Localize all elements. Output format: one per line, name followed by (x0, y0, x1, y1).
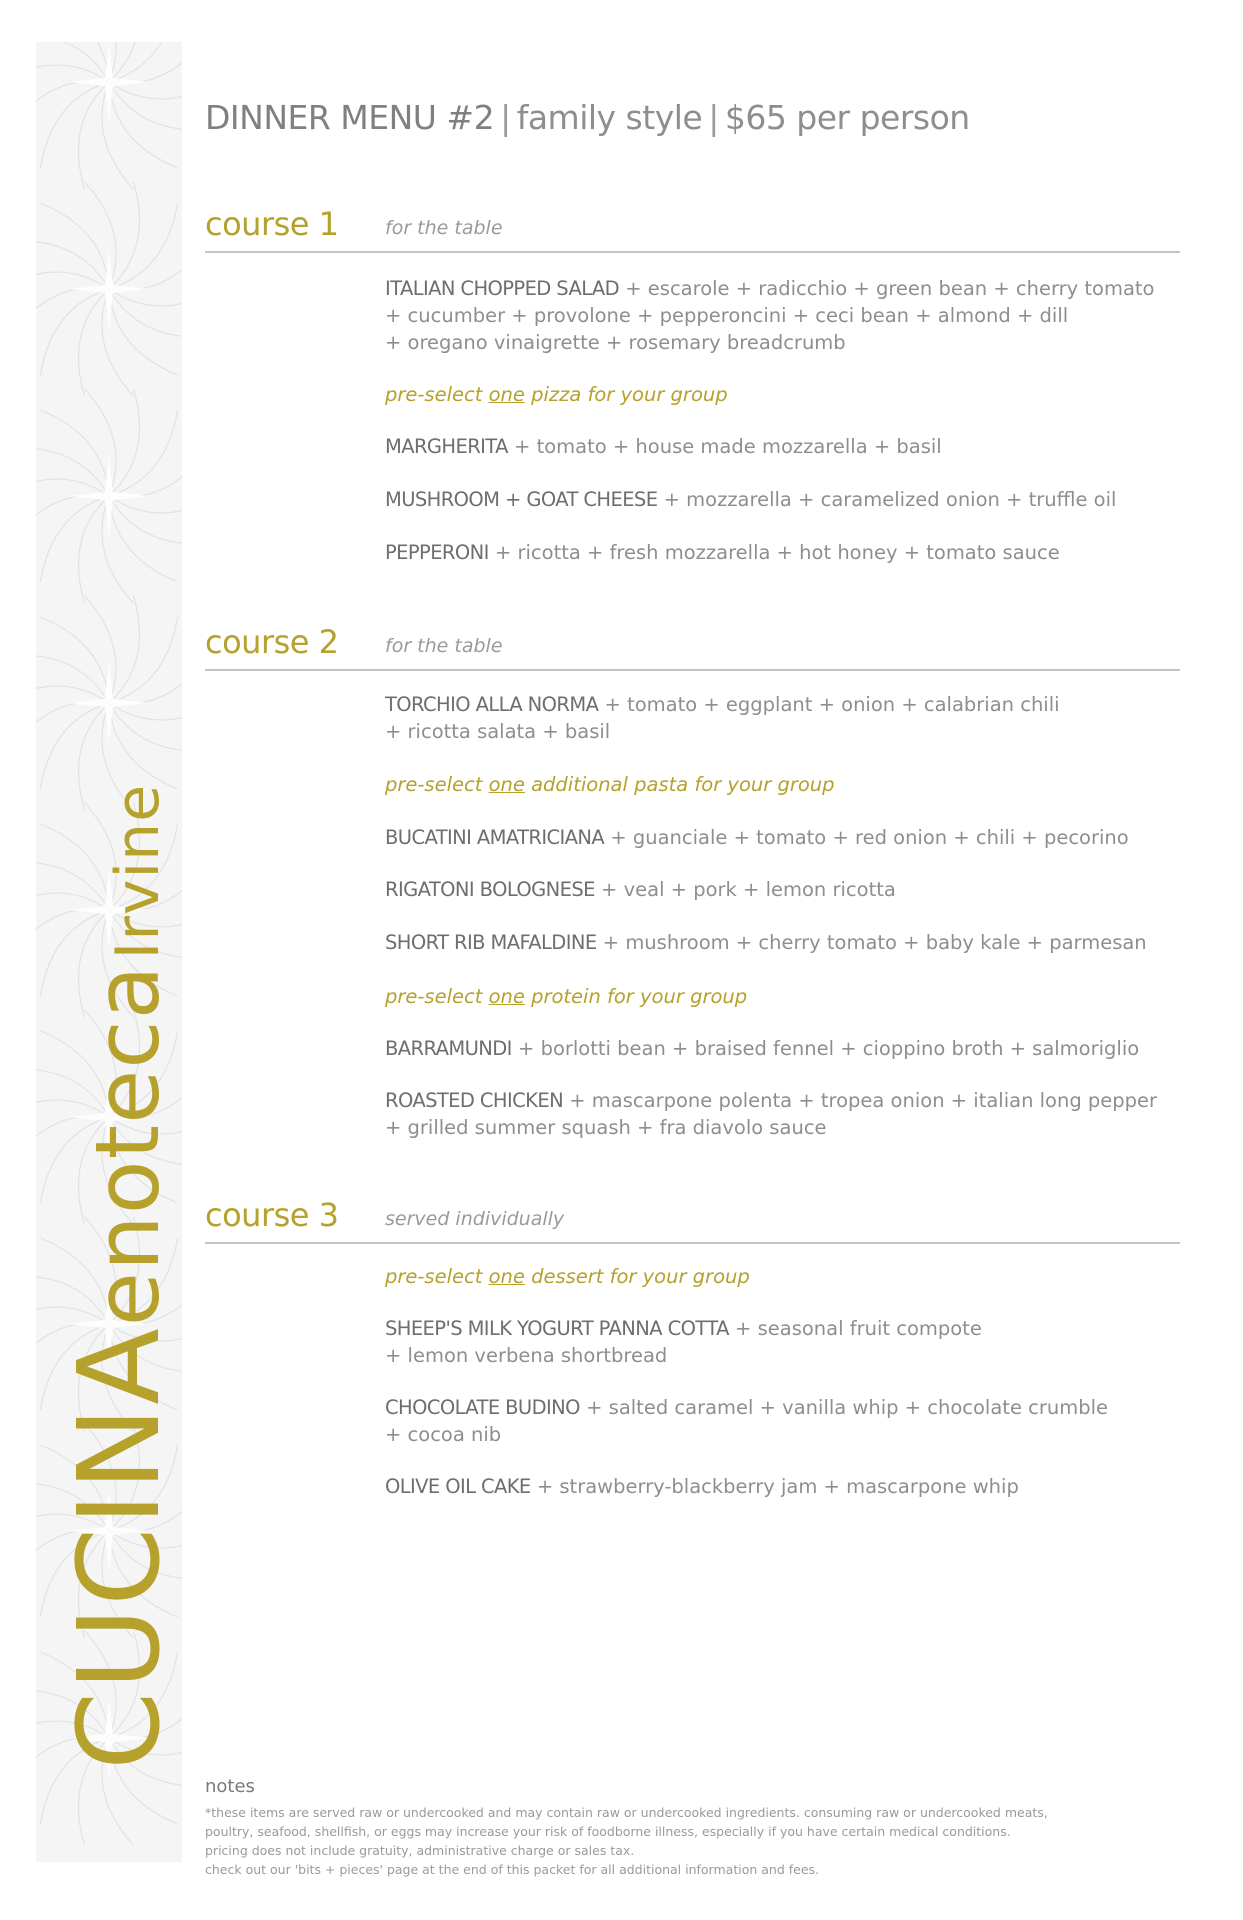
item-description: + tomato + house made mozzarella + basil (507, 435, 942, 458)
course-2-header (205, 623, 1180, 671)
item-description: + tomato + eggplant + onion + calabrian chili (598, 693, 1060, 716)
course-3-subtitle: served individually (385, 1208, 565, 1230)
pattern-curve (40, 703, 109, 789)
select-emphasis: one (488, 1265, 525, 1288)
notes-section (205, 1776, 1165, 1879)
item-name: MUSHROOM + GOAT CHEESE (385, 488, 658, 511)
menu-item-chocolate-budino (385, 1394, 1175, 1448)
menu-item-torchio (385, 691, 1175, 745)
menu-item-chopped-salad (385, 275, 1175, 356)
pattern-curve (40, 410, 109, 496)
item-description: + mushroom + cherry tomato + baby kale + parmesan (596, 931, 1147, 954)
pattern-star (69, 249, 149, 329)
pattern-curve (40, 82, 109, 168)
item-name: PEPPERONI (385, 541, 489, 564)
page-title (205, 98, 970, 137)
select-emphasis: one (488, 383, 525, 406)
item-description: + salted caramel + vanilla whip + chocolate crumble (579, 1396, 1109, 1419)
pattern-curve (36, 702, 109, 751)
pattern-curve (40, 203, 109, 289)
notes-line: check out our 'bits + pieces' page at the end of this packet for all additional information and fees. (205, 1862, 819, 1877)
item-description: + oregano vinaigrette + rosemary breadcrumb (385, 331, 846, 354)
pattern-curve (40, 617, 109, 703)
menu-item-pepperoni (385, 539, 1175, 566)
item-description: + mozzarella + caramelized onion + truffle oil (657, 488, 1117, 511)
notes-title: notes (205, 1776, 255, 1797)
menu-item-roasted-chicken (385, 1087, 1175, 1141)
item-description: + veal + pork + lemon ricotta (594, 878, 896, 901)
select-text: additional pasta for your group (524, 773, 835, 796)
pattern-curve (36, 495, 109, 544)
select-text: protein for your group (524, 985, 748, 1008)
menu-item-margherita (385, 433, 1175, 460)
item-description: + cocoa nib (385, 1423, 502, 1446)
pattern-curve (36, 81, 109, 130)
menu-item-barramundi (385, 1035, 1175, 1062)
item-description: + lemon verbena shortbread (385, 1344, 668, 1367)
course-3-title: course 3 (205, 1196, 339, 1234)
item-description: + cucumber + provolone + pepperoncini + ceci bean + almond + dill (385, 304, 1069, 327)
menu-item-bucatini (385, 824, 1175, 851)
brand-enoteca: enoteca (76, 964, 179, 1327)
protein-select-instruction (385, 985, 747, 1008)
pattern-curve (109, 703, 178, 789)
item-description: + mascarpone polenta + tropea onion + italian long pepper (563, 1089, 1158, 1112)
course-1-title: course 1 (205, 205, 339, 243)
select-text: dessert for your group (524, 1265, 750, 1288)
pattern-curve (109, 82, 178, 168)
select-text: pre-select (385, 985, 489, 1008)
item-name: TORCHIO ALLA NORMA (385, 693, 599, 716)
menu-name: DINNER MENU #2 (205, 98, 495, 137)
menu-item-rigatoni (385, 876, 1175, 903)
item-name: OLIVE OIL CAKE (385, 1475, 531, 1498)
title-separator: | (500, 98, 511, 137)
brand-irvine: Irvine (103, 783, 173, 960)
item-name: CHOCOLATE BUDINO (385, 1396, 580, 1419)
title-separator: | (708, 98, 719, 137)
menu-item-olive-oil-cake (385, 1473, 1175, 1500)
pattern-curve (109, 617, 178, 703)
pattern-curve (109, 42, 182, 83)
pasta-select-instruction (385, 773, 835, 796)
course-2-title: course 2 (205, 623, 339, 661)
pattern-curve (36, 288, 109, 337)
course-1-subtitle: for the table (385, 217, 503, 239)
menu-price: $65 per person (724, 98, 970, 137)
pizza-select-instruction (385, 383, 728, 406)
item-description: + grilled summer squash + fra diavolo sauce (385, 1116, 827, 1139)
item-description: + strawberry-blackberry jam + mascarpone whip (530, 1475, 1019, 1498)
pattern-curve (109, 42, 178, 82)
dessert-select-instruction (385, 1265, 750, 1288)
item-name: BARRAMUNDI (385, 1037, 512, 1060)
item-name: RIGATONI BOLOGNESE (385, 878, 595, 901)
select-emphasis: one (488, 985, 525, 1008)
notes-line: *these items are served raw or undercooked and may contain raw or undercooked ingredients. consuming raw or undercooked meats, (205, 1805, 1048, 1820)
course-1-header (205, 205, 1180, 253)
notes-line: pricing does not include gratuity, administrative charge or sales tax. (205, 1843, 635, 1858)
course-2-subtitle: for the table (385, 635, 503, 657)
item-description: + guanciale + tomato + red onion + chili + pecorino (604, 826, 1129, 849)
item-name: SHEEP'S MILK YOGURT PANNA COTTA (385, 1317, 729, 1340)
brand-logo (55, 783, 185, 1770)
select-text: pre-select (385, 1265, 489, 1288)
item-name: ROASTED CHICKEN (385, 1089, 564, 1112)
item-description: + borlotti bean + braised fennel + cioppino broth + salmoriglio (511, 1037, 1140, 1060)
course-3-header (205, 1196, 1180, 1244)
pattern-curve (109, 241, 182, 290)
select-text: pizza for your group (524, 383, 728, 406)
pattern-curve (109, 410, 178, 496)
pattern-curve (40, 289, 109, 375)
pattern-star (69, 663, 149, 743)
pattern-star (69, 42, 149, 122)
select-text: pre-select (385, 383, 489, 406)
menu-style: family style (516, 98, 703, 137)
notes-line: poultry, seafood, shellfish, or eggs may increase your risk of foodborne illness, especially if you have certain medical conditions. (205, 1824, 1011, 1839)
item-description: + ricotta salata + basil (385, 720, 611, 743)
item-name: BUCATINI AMATRICIANA (385, 826, 605, 849)
item-description: + ricotta + fresh mozzarella + hot honey + tomato sauce (488, 541, 1060, 564)
select-text: pre-select (385, 773, 489, 796)
item-name: MARGHERITA (385, 435, 508, 458)
pattern-curve (109, 655, 182, 704)
item-name: ITALIAN CHOPPED SALAD (385, 277, 620, 300)
item-name: SHORT RIB MAFALDINE (385, 931, 597, 954)
menu-item-short-rib (385, 929, 1175, 956)
item-description: + seasonal fruit compote (728, 1317, 982, 1340)
pattern-curve (40, 496, 109, 582)
pattern-curve (109, 448, 182, 497)
pattern-curve (109, 289, 178, 375)
menu-item-panna-cotta (385, 1315, 1175, 1369)
item-description: + escarole + radicchio + green bean + cherry tomato (619, 277, 1155, 300)
select-emphasis: one (488, 773, 525, 796)
menu-item-mushroom-goat-cheese (385, 486, 1175, 513)
pattern-curve (109, 203, 178, 289)
pattern-curve (109, 496, 178, 582)
brand-cucina: CUCINA (55, 1326, 185, 1770)
pattern-star (69, 456, 149, 536)
